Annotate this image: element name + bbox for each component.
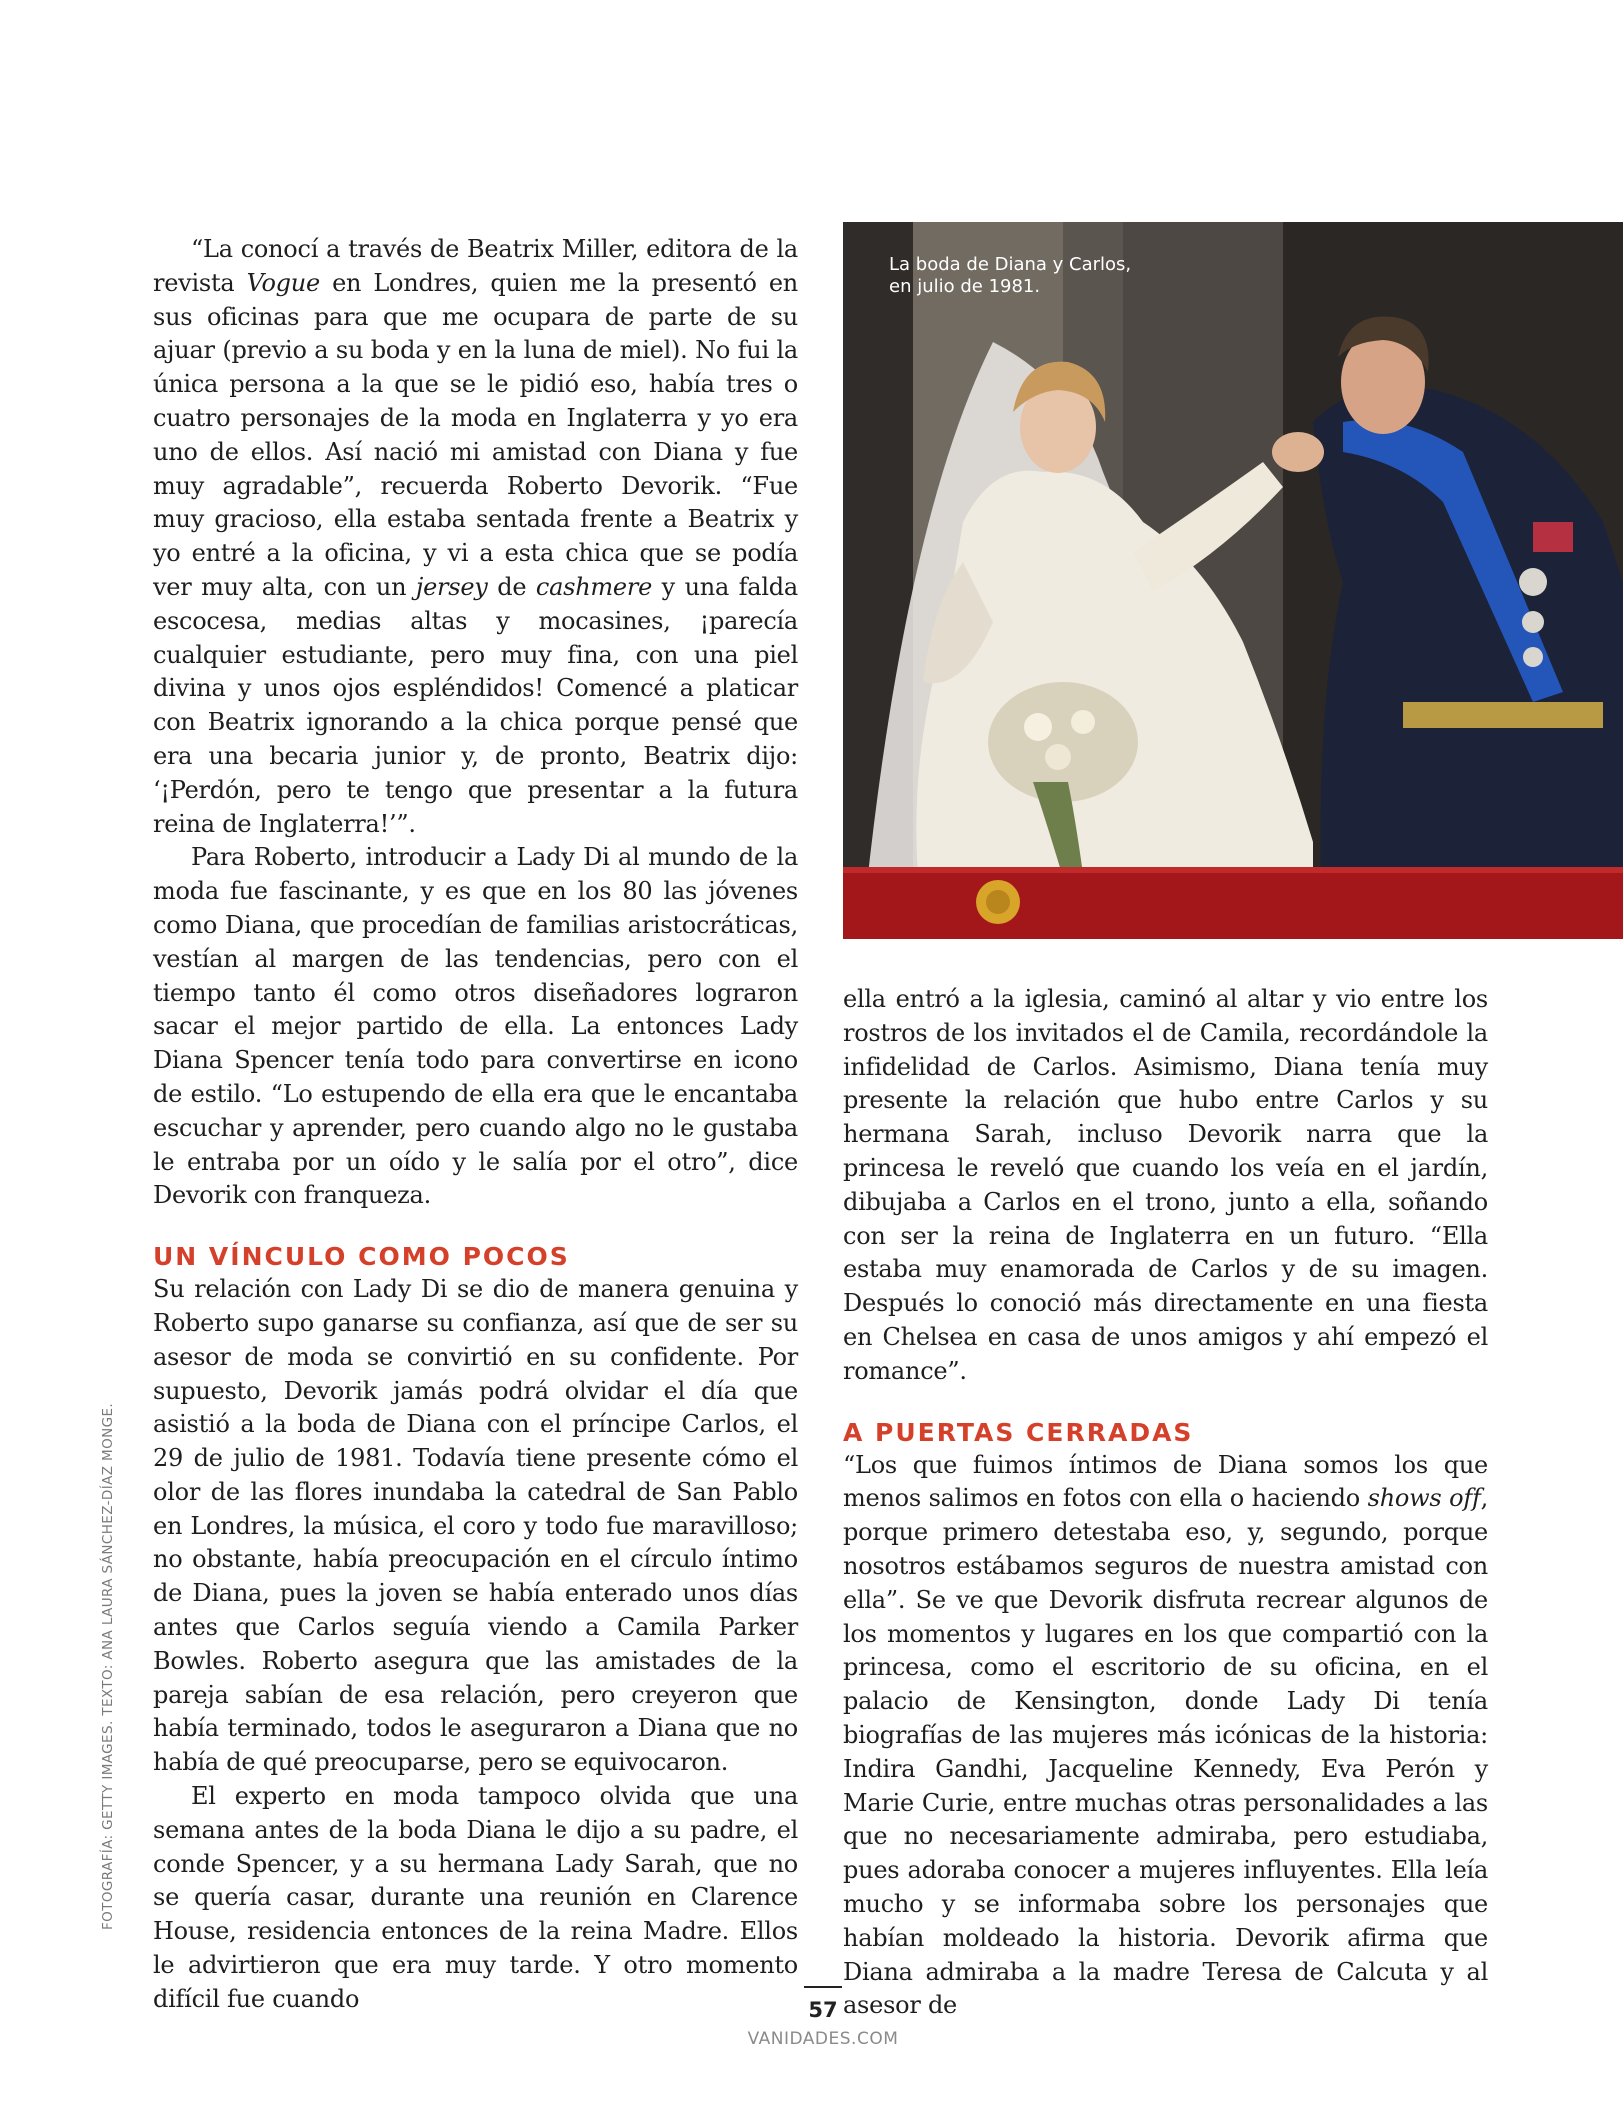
section-heading: UN VÍNCULO COMO POCOS (153, 1242, 570, 1272)
page-number-rule (804, 1986, 842, 1988)
paragraph: “La conocí a través de Beatrix Miller, editora de la revista Vogue en Londres, quien me la presentó en sus oficinas para que me ocupara de parte de su ajuar (previo a su boda y en la luna de miel). No fui la única persona a la que se le pidió eso, había tres o cuatro personajes de la moda en Inglaterra y yo era uno de ellos. Así nació mi amistad con Diana y fue muy agradable”, recuerda Roberto Devorik. “Fue muy gracioso, ella estaba sentada frente a Beatrix y yo entré a la oficina, y vi a esta chica que se podía ver muy alta, con un jersey de cashmere y una falda escocesa, medias altas y mocasines, ¡parecía cualquier estudiante, pero muy fina, con una piel divina y unos ojos espléndidos! Comencé a platicar con Beatrix ignorando a la chica porque pensé que era una becaria junior y, de pronto, Beatrix dijo: ‘¡Perdón, pero te tengo que presentar a la futura reina de Inglaterra!’”. (153, 235, 798, 838)
article-column-right (843, 983, 1488, 2023)
section-heading: A PUERTAS CERRADAS (843, 1417, 1194, 1447)
photo-credit: FOTOGRAFÍA: GETTY IMAGES. TEXTO: ANA LAURA SÁNCHEZ-DÍAZ MONGE. (100, 1402, 116, 1930)
paragraph: Para Roberto, introducir a Lady Di al mundo de la moda fue fascinante, y es que en los 80 las jóvenes como Diana, que procedían de familias aristocráticas, vestían al margen de las tendencias, pero con el tiempo tanto él como otros diseñadores lograron sacar el mejor partido de ella. La entonces Lady Diana Spencer tenía todo para convertirse en icono de estilo. “Lo estupendo de ella era que le encantaba escuchar y aprender, pero cuando algo no le gustaba le entraba por un oído y le salía por el otro”, dice Devorik con franqueza. (153, 843, 798, 1210)
wedding-photo (843, 222, 1623, 939)
paragraph: “Los que fuimos íntimos de Diana somos los que menos salimos en fotos con ella o haciendo shows off, porque primero detestaba eso, y, segundo, porque nosotros estábamos seguros de nuestra amistad con ella”. Se ve que Devorik disfruta recrear algunos de los momentos y lugares en los que compartió con la princesa, como el escritorio de su oficina, en el palacio de Kensington, donde Lady Di tenía biografías de las mujeres más icónicas de la historia: Indira Gandhi, Jacqueline Kennedy, Eva Perón y Marie Curie, entre muchas otras personalidades a las que no necesariamente admiraba, pero estudiaba, pues adoraba conocer a mujeres influyentes. Ella leía mucho y se informaba sobre los personajes que habían moldeado la historia. Devorik afirma que Diana admiraba a la madre Teresa de Calcuta y al asesor de (843, 1450, 1488, 2020)
paragraph: ella entró a la iglesia, caminó al altar y vio entre los rostros de los invitados el de Camila, recordándole la infidelidad de Carlos. Asimismo, Diana tenía muy presente la relación que hubo entre Carlos y su hermana Sarah, incluso Devorik narra que la princesa le reveló que cuando los veía en el jardín, dibujaba a Carlos en el trono, junto a ella, soñando con ser la reina de Inglaterra en un futuro. “Ella estaba muy enamorada de Carlos y de su imagen. Después lo conoció más directamente en una fiesta en Chelsea en casa de unos amigos y ahí empezó el romance”. (843, 985, 1488, 1385)
article-column-left (153, 233, 798, 2017)
website-footer: VANIDADES.COM (747, 2029, 899, 2049)
page-number: 57 (808, 1998, 838, 2022)
photo-caption: La boda de Diana y Carlos, en julio de 1981. (889, 254, 1132, 297)
wedding-photo-illustration (843, 222, 1623, 939)
paragraph: Su relación con Lady Di se dio de manera genuina y Roberto supo ganarse su confianza, así que de ser su asesor de moda se convirtió en su confidente. Por supuesto, Devorik jamás podrá olvidar el día que asistió a la boda de Diana con el príncipe Carlos, el 29 de julio de 1981. Todavía tiene presente cómo el olor de las flores inundaba la catedral de San Pablo en Londres, la música, el coro y todo fue maravilloso; no obstante, había preocupación en el círculo íntimo de Diana, pues la joven se había enterado unos días antes que Carlos seguía viendo a Camila Parker Bowles. Roberto asegura que las amistades de la pareja sabían de esa relación, pero creyeron que había terminado, todos le aseguraron a Diana que no había de qué preocuparse, pero se equivocaron. (153, 1275, 798, 1777)
paragraph: El experto en moda tampoco olvida que una semana antes de la boda Diana le dijo a su padre, el conde Spencer, y a su hermana Lady Sarah, que no se quería casar, durante una reunión en Clarence House, residencia entonces de la reina Madre. Ellos le advirtieron que era muy tarde. Y otro momento difícil fue cuando (153, 1782, 798, 2013)
